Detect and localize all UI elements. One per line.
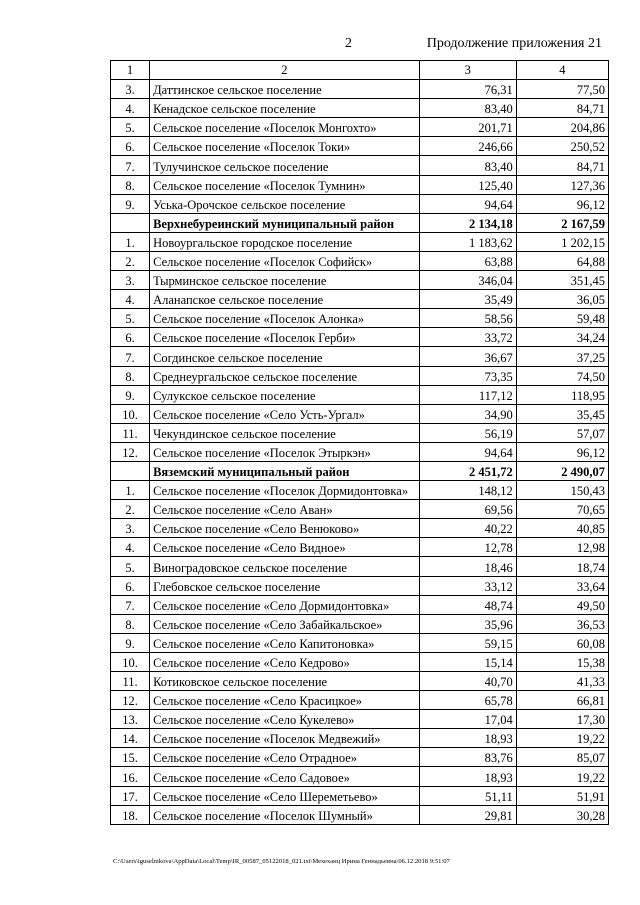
table-row (111, 633, 609, 652)
settlement-name: Вяземский муниципальный район (150, 461, 420, 480)
table-row (111, 423, 609, 442)
settlement-name: Новоургальское городское поселение (150, 232, 420, 251)
column-header: 1 (111, 61, 150, 80)
value-col4: 19,22 (516, 729, 608, 748)
settlement-name: Среднеургальское сельское поселение (150, 366, 420, 385)
value-col4: 17,30 (516, 710, 608, 729)
value-col4: 74,50 (516, 366, 608, 385)
value-col3: 346,04 (419, 271, 516, 290)
table-row (111, 328, 609, 347)
row-number: 18. (111, 805, 150, 824)
value-col4: 2 490,07 (516, 461, 608, 480)
settlement-name: Верхнебуреинский муниципальный район (150, 213, 420, 232)
value-col3: 2 134,18 (419, 213, 516, 232)
settlement-name: Сельское поселение «Поселок Монгохто» (150, 118, 420, 137)
table-row (111, 99, 609, 118)
table-row (111, 290, 609, 309)
settlement-name: Сельское поселение «Поселок Тумнин» (150, 175, 420, 194)
table-row (111, 251, 609, 270)
settlement-name: Сельское поселение «Село Усть-Ургал» (150, 404, 420, 423)
settlement-name: Уська-Орочское сельское поселение (150, 194, 420, 213)
value-col4: 33,64 (516, 576, 608, 595)
value-col4: 36,05 (516, 290, 608, 309)
value-col4: 84,71 (516, 156, 608, 175)
value-col4: 85,07 (516, 748, 608, 767)
table-row (111, 137, 609, 156)
value-col3: 35,49 (419, 290, 516, 309)
value-col4: 150,43 (516, 481, 608, 500)
table-row (111, 538, 609, 557)
table-row (111, 748, 609, 767)
continuation-label: Продолжение приложения 21 (426, 36, 602, 51)
row-number: 15. (111, 748, 150, 767)
table-row (111, 767, 609, 786)
settlement-name: Сельское поселение «Село Дормидонтовка» (150, 595, 420, 614)
value-col4: 351,45 (516, 271, 608, 290)
table-row (111, 557, 609, 576)
table-row (111, 652, 609, 671)
value-col3: 94,64 (419, 442, 516, 461)
value-col4: 66,81 (516, 691, 608, 710)
row-number: 7. (111, 156, 150, 175)
column-header: 4 (516, 61, 608, 80)
value-col3: 83,40 (419, 99, 516, 118)
row-number: 13. (111, 710, 150, 729)
row-number: 10. (111, 652, 150, 671)
value-col4: 41,33 (516, 672, 608, 691)
value-col3: 36,67 (419, 347, 516, 366)
table-row (111, 156, 609, 175)
table-row (111, 385, 609, 404)
value-col3: 33,12 (419, 576, 516, 595)
table-row (111, 805, 609, 824)
value-col4: 57,07 (516, 423, 608, 442)
table-row (111, 442, 609, 461)
settlement-name: Сельское поселение «Село Отрадное» (150, 748, 420, 767)
table-row (111, 309, 609, 328)
settlement-name: Сельское поселение «Село Аван» (150, 500, 420, 519)
row-number: 6. (111, 576, 150, 595)
table-header-row (111, 61, 609, 80)
value-col4: 204,86 (516, 118, 608, 137)
row-number: 9. (111, 633, 150, 652)
value-col3: 18,93 (419, 767, 516, 786)
region-row (111, 213, 609, 232)
value-col4: 96,12 (516, 442, 608, 461)
region-row (111, 461, 609, 480)
value-col3: 2 451,72 (419, 461, 516, 480)
value-col3: 125,40 (419, 175, 516, 194)
row-number: 6. (111, 137, 150, 156)
value-col3: 69,56 (419, 500, 516, 519)
settlement-name: Кенадское сельское поселение (150, 99, 420, 118)
value-col3: 18,93 (419, 729, 516, 748)
value-col3: 83,76 (419, 748, 516, 767)
value-col3: 34,90 (419, 404, 516, 423)
row-number: 4. (111, 290, 150, 309)
row-number: 17. (111, 786, 150, 805)
settlement-name: Сельское поселение «Поселок Софийск» (150, 251, 420, 270)
row-number: 4. (111, 538, 150, 557)
settlement-name: Сельское поселение «Село Красицкое» (150, 691, 420, 710)
file-path-footer: C:\Users\iguselnikova\AppData\Local\Temp\IR_00587_05122018_021.txt\Мехеханц Ирина Геннадьевна\06.12.2018 9:51:07 (113, 858, 450, 865)
value-col4: 40,85 (516, 519, 608, 538)
settlement-name: Согдинское сельское поселение (150, 347, 420, 366)
value-col3: 51,11 (419, 786, 516, 805)
value-col3: 29,81 (419, 805, 516, 824)
value-col4: 127,36 (516, 175, 608, 194)
settlement-name: Сельское поселение «Село Кедрово» (150, 652, 420, 671)
value-col4: 59,48 (516, 309, 608, 328)
value-col4: 118,95 (516, 385, 608, 404)
settlement-name: Сельское поселение «Поселок Алонка» (150, 309, 420, 328)
row-number (111, 461, 150, 480)
value-col3: 40,70 (419, 672, 516, 691)
table-row (111, 481, 609, 500)
value-col4: 37,25 (516, 347, 608, 366)
settlement-name: Сельское поселение «Село Шереметьево» (150, 786, 420, 805)
value-col4: 1 202,15 (516, 232, 608, 251)
table-row (111, 729, 609, 748)
value-col3: 1 183,62 (419, 232, 516, 251)
row-number: 9. (111, 194, 150, 213)
value-col4: 19,22 (516, 767, 608, 786)
table-body (111, 61, 609, 825)
value-col3: 35,96 (419, 614, 516, 633)
settlement-name: Сельское поселение «Село Венюково» (150, 519, 420, 538)
value-col3: 58,56 (419, 309, 516, 328)
value-col4: 2 167,59 (516, 213, 608, 232)
table-row (111, 576, 609, 595)
value-col3: 246,66 (419, 137, 516, 156)
row-number: 6. (111, 328, 150, 347)
value-col4: 250,52 (516, 137, 608, 156)
row-number: 3. (111, 271, 150, 290)
table-row (111, 404, 609, 423)
row-number: 5. (111, 309, 150, 328)
value-col4: 34,24 (516, 328, 608, 347)
row-number: 11. (111, 672, 150, 691)
column-header: 2 (150, 61, 420, 80)
value-col3: 65,78 (419, 691, 516, 710)
table-row (111, 519, 609, 538)
row-number: 2. (111, 251, 150, 270)
value-col3: 201,71 (419, 118, 516, 137)
table-row (111, 614, 609, 633)
row-number: 7. (111, 347, 150, 366)
value-col4: 35,45 (516, 404, 608, 423)
value-col4: 36,53 (516, 614, 608, 633)
value-col4: 15,38 (516, 652, 608, 671)
settlement-name: Чекундинское сельское поселение (150, 423, 420, 442)
table-row (111, 366, 609, 385)
settlement-name: Сельское поселение «Село Садовое» (150, 767, 420, 786)
value-col4: 49,50 (516, 595, 608, 614)
page-number: 2 (345, 36, 352, 51)
value-col3: 59,15 (419, 633, 516, 652)
row-number: 1. (111, 232, 150, 251)
value-col3: 33,72 (419, 328, 516, 347)
row-number: 5. (111, 118, 150, 137)
value-col4: 30,28 (516, 805, 608, 824)
table-row (111, 232, 609, 251)
table-row (111, 194, 609, 213)
value-col3: 117,12 (419, 385, 516, 404)
table-row (111, 271, 609, 290)
value-col4: 51,91 (516, 786, 608, 805)
value-col3: 12,78 (419, 538, 516, 557)
value-col3: 94,64 (419, 194, 516, 213)
value-col4: 70,65 (516, 500, 608, 519)
value-col4: 64,88 (516, 251, 608, 270)
settlement-name: Сельское поселение «Село Капитоновка» (150, 633, 420, 652)
settlement-name: Котиковское сельское поселение (150, 672, 420, 691)
settlement-name: Сельское поселение «Поселок Медвежий» (150, 729, 420, 748)
settlement-name: Сулукское сельское поселение (150, 385, 420, 404)
settlement-name: Сельское поселение «Село Забайкальское» (150, 614, 420, 633)
value-col4: 77,50 (516, 80, 608, 99)
row-number: 11. (111, 423, 150, 442)
settlement-name: Даттинское сельское поселение (150, 80, 420, 99)
table-row (111, 118, 609, 137)
row-number: 3. (111, 80, 150, 99)
settlement-name: Сельское поселение «Поселок Этыркэн» (150, 442, 420, 461)
row-number: 7. (111, 595, 150, 614)
table-row (111, 347, 609, 366)
row-number: 3. (111, 519, 150, 538)
table-row (111, 691, 609, 710)
row-number: 5. (111, 557, 150, 576)
value-col3: 76,31 (419, 80, 516, 99)
table-row (111, 672, 609, 691)
table-row (111, 710, 609, 729)
row-number: 14. (111, 729, 150, 748)
settlement-name: Виноградовское сельское поселение (150, 557, 420, 576)
settlement-name: Сельское поселение «Поселок Герби» (150, 328, 420, 347)
table-row (111, 175, 609, 194)
value-col3: 17,04 (419, 710, 516, 729)
table-row (111, 786, 609, 805)
row-number (111, 213, 150, 232)
value-col4: 84,71 (516, 99, 608, 118)
value-col3: 56,19 (419, 423, 516, 442)
value-col4: 18,74 (516, 557, 608, 576)
row-number: 10. (111, 404, 150, 423)
value-col4: 60,08 (516, 633, 608, 652)
row-number: 8. (111, 175, 150, 194)
value-col3: 40,22 (419, 519, 516, 538)
data-table (110, 60, 609, 825)
value-col3: 48,74 (419, 595, 516, 614)
row-number: 2. (111, 500, 150, 519)
table-row (111, 595, 609, 614)
settlement-name: Глебовское сельское поселение (150, 576, 420, 595)
table-row (111, 80, 609, 99)
value-col3: 83,40 (419, 156, 516, 175)
value-col3: 73,35 (419, 366, 516, 385)
settlement-name: Аланапское сельское поселение (150, 290, 420, 309)
row-number: 8. (111, 614, 150, 633)
settlement-name: Тулучинское сельское поселение (150, 156, 420, 175)
value-col3: 15,14 (419, 652, 516, 671)
row-number: 4. (111, 99, 150, 118)
row-number: 9. (111, 385, 150, 404)
row-number: 16. (111, 767, 150, 786)
settlement-name: Сельское поселение «Село Видное» (150, 538, 420, 557)
value-col3: 148,12 (419, 481, 516, 500)
value-col3: 63,88 (419, 251, 516, 270)
value-col4: 12,98 (516, 538, 608, 557)
row-number: 8. (111, 366, 150, 385)
value-col3: 18,46 (419, 557, 516, 576)
settlement-name: Сельское поселение «Поселок Токи» (150, 137, 420, 156)
settlement-name: Тырминское сельское поселение (150, 271, 420, 290)
settlement-name: Сельское поселение «Село Кукелево» (150, 710, 420, 729)
row-number: 1. (111, 481, 150, 500)
column-header: 3 (419, 61, 516, 80)
row-number: 12. (111, 442, 150, 461)
row-number: 12. (111, 691, 150, 710)
settlement-name: Сельское поселение «Поселок Дормидонтовка» (150, 481, 420, 500)
table-row (111, 500, 609, 519)
settlement-name: Сельское поселение «Поселок Шумный» (150, 805, 420, 824)
value-col4: 96,12 (516, 194, 608, 213)
